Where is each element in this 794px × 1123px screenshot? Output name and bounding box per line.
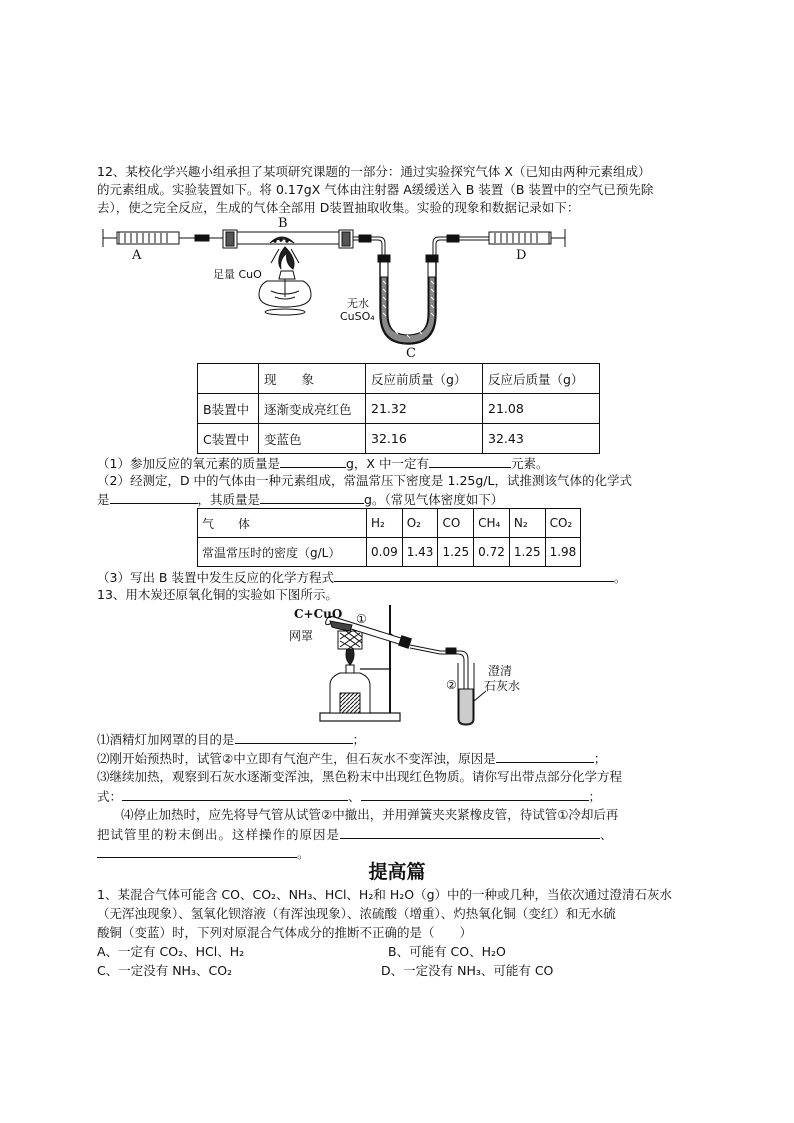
- q13-s4-line2: 把试管里的粉末倒出。这样操作的原因是 、: [97, 827, 614, 842]
- option-d[interactable]: D、一定没有 NH₃、可能有 CO: [381, 963, 554, 978]
- answer-blank[interactable]: [260, 490, 364, 504]
- table-cell: CO₂: [545, 509, 581, 538]
- table-cell: 反应前质量（g）: [366, 364, 483, 394]
- q13-intro: 13、用木炭还原氧化铜的实验如下图所示。: [97, 587, 338, 602]
- q13-s1: ⑴酒精灯加网罩的目的是 ；: [97, 732, 366, 747]
- option-a[interactable]: A、一定有 CO₂、HCl、H₂: [97, 944, 245, 959]
- answer-blank[interactable]: [496, 749, 594, 763]
- adv-q1-line1: 1、某混合气体可能含 CO、CO₂、NH₃、HCl、H₂和 H₂O（g）中的一种或几种，当依次通过澄清石灰水: [97, 887, 673, 902]
- test-tube-2: [458, 663, 486, 725]
- table-cell: N₂: [509, 509, 545, 538]
- label-cuo: 足量 CuO: [213, 268, 262, 281]
- q12-sub3: （3）写出 B 装置中发生反应的化学方程式 。: [97, 570, 627, 585]
- u-tube-c: [378, 255, 438, 344]
- gas-density-table: [197, 508, 581, 567]
- q12-sub2-line1: （2）经测定，D 中的气体由一种元素组成，常温常压下密度是 1.25g/L，试推测该气体的化学式: [97, 473, 632, 488]
- alcohol-lamp-b: [259, 247, 311, 315]
- table-row: [198, 424, 600, 454]
- table-cell: CH₄: [474, 509, 510, 538]
- label-b: B: [278, 216, 288, 231]
- table-cell: B装置中: [198, 394, 259, 424]
- label-c: C: [406, 346, 416, 361]
- table-cell: 变蓝色: [259, 424, 366, 454]
- apparatus-diagram-q12: [95, 215, 575, 363]
- adv-q1-line2: （无浑浊现象）、氢氧化钡溶液（有浑浊现象）、浓硫酸（增重）、灼热氧化铜（变红）和无水硫: [97, 906, 616, 921]
- label-tube-2: ②: [446, 678, 457, 692]
- label-a: A: [132, 248, 142, 263]
- answer-blank[interactable]: [280, 454, 346, 468]
- label-anhydrous: 无水: [347, 297, 369, 310]
- answer-blank[interactable]: [429, 454, 511, 468]
- wire-mesh-cover: [338, 631, 362, 649]
- answer-blank[interactable]: [334, 568, 614, 582]
- table-cell: 1.25: [438, 538, 474, 567]
- table-cell: [198, 364, 259, 394]
- answer-blank[interactable]: [340, 825, 600, 839]
- q13-s4-line3: 。: [97, 844, 707, 862]
- table-cell: 气 体: [198, 509, 367, 538]
- option-b[interactable]: B、可能有 CO、H₂O: [388, 944, 506, 959]
- table-cell: CO: [438, 509, 474, 538]
- answer-blank[interactable]: [97, 844, 297, 858]
- table-cell: H₂: [367, 509, 403, 538]
- q13-s2: ⑵刚开始预热时，试管②中立即有气泡产生，但石灰水不变浑浊，原因是 ；: [97, 751, 607, 766]
- label-tube-1: ①: [356, 612, 367, 626]
- table-cell: 现 象: [259, 364, 366, 394]
- label-cuso4: CuSO₄: [340, 310, 375, 323]
- q13-s3-line1: ⑶继续加热，观察到石灰水逐渐变浑浊，黑色粉末中出现红色物质。请你写出带点部分化学方程: [97, 769, 623, 784]
- label-lime1: 澄清: [488, 664, 513, 678]
- table-cell: 32.16: [366, 424, 483, 454]
- syringe-d: [489, 229, 565, 247]
- label-reagent: C+CuO: [294, 607, 343, 621]
- table-cell: 常温常压时的密度（g/L）: [198, 538, 367, 567]
- table-cell: 21.32: [366, 394, 483, 424]
- table-cell: 32.43: [483, 424, 600, 454]
- table-cell: 0.09: [367, 538, 403, 567]
- table-cell: 1.43: [402, 538, 438, 567]
- section-heading: 提高篇: [368, 861, 426, 883]
- q12-sub1: （1）参加反应的氧元素的质量是 g，X 中一定有 元素。: [97, 456, 549, 471]
- table-cell: O₂: [402, 509, 438, 538]
- table-cell: C装置中: [198, 424, 259, 454]
- table-row: [198, 394, 600, 424]
- alcohol-lamp: [330, 643, 370, 713]
- label-lime2: 石灰水: [484, 679, 521, 693]
- label-d: D: [516, 248, 527, 263]
- table-header-row: [198, 364, 600, 394]
- option-c[interactable]: C、一定没有 NH₃、CO₂: [97, 963, 233, 978]
- table-cell: 逐渐变成亮红色: [259, 394, 366, 424]
- adv-q1-line3: 酸铜（变蓝）时，下列对原混合气体成分的推断不正确的是（ ）: [97, 925, 473, 940]
- table-cell: 0.72: [474, 538, 510, 567]
- table-cell: 1.25: [509, 538, 545, 567]
- tube-b: [223, 230, 353, 248]
- experiment-table: [197, 363, 600, 454]
- q13-s4-line1: ⑷停止加热时，应先将导气管从试管②中撤出，并用弹簧夹夹紧橡皮管，待试管①冷却后再: [121, 807, 619, 822]
- q12-sub2-line2: 是 ，其质量是 g。（常见气体密度如下）: [97, 492, 504, 507]
- table-cell: 反应后质量（g）: [483, 364, 600, 394]
- table-row: [198, 538, 581, 567]
- answer-blank[interactable]: [110, 490, 198, 504]
- q12-line1: 12、某校化学兴趣小组承担了某项研究课题的一部分：通过实验探究气体 X（已知由两种元素组成）: [97, 164, 651, 179]
- q12-line3: 去），使之完全反应，生成的气体全部用 D装置抽取收集。实验的现象和数据记录如下：: [97, 200, 580, 215]
- table-row: [198, 509, 581, 538]
- connector-tubing: [353, 235, 489, 257]
- answer-blank[interactable]: [122, 787, 348, 801]
- syringe-a: [103, 229, 223, 247]
- answer-blank[interactable]: [361, 787, 589, 801]
- table-cell: 1.98: [545, 538, 581, 567]
- q12-line2: 的元素组成。实验装置如下。将 0.17gX 气体由注射器 A缓缓送入 B 装置（B 装置中的空气已预先除: [97, 182, 654, 197]
- table-cell: 21.08: [483, 394, 600, 424]
- q13-s3-line2: 式： 、 ；: [97, 789, 602, 804]
- label-net: 网罩: [289, 629, 314, 643]
- answer-blank[interactable]: [235, 730, 353, 744]
